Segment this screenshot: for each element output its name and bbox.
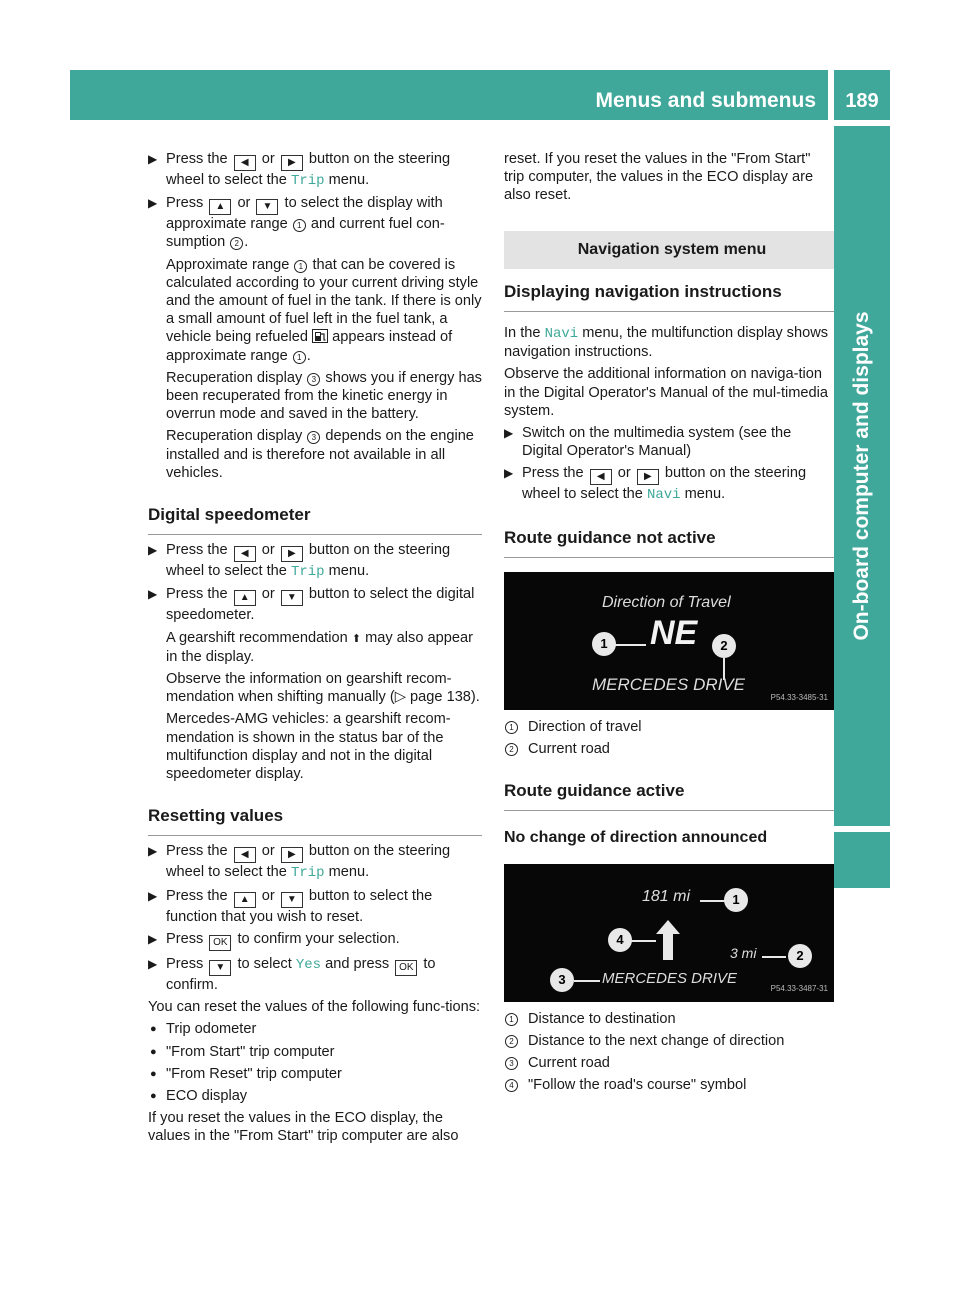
- menu-trip: Trip: [290, 865, 325, 882]
- menu-navi: Navi: [544, 326, 579, 343]
- down-key-icon: ▼: [209, 960, 231, 976]
- fuel-pump-icon: [312, 329, 328, 343]
- up-key-icon: ▲: [234, 892, 256, 908]
- callout-2-icon: 2: [505, 1035, 518, 1048]
- step: ▶ Press the ▲ or ▼ button to select the digital speedometer.: [148, 586, 475, 624]
- step: ▶ Switch on the multimedia system (see the Digital Operator's Manual): [504, 425, 792, 460]
- list-item: ● "From Start" trip computer: [150, 1043, 335, 1060]
- callout-1-icon: 1: [293, 219, 306, 232]
- option-yes: Yes: [295, 956, 322, 973]
- step: ▶ Press OK to confirm your selection.: [148, 930, 482, 951]
- section-heading-digital-speedometer: Digital speedometer: [148, 506, 482, 535]
- follow-road-arrow-icon: [656, 920, 680, 965]
- figure-direction-of-travel: [504, 572, 834, 710]
- fig-callout-1: 1: [592, 632, 616, 656]
- menu-navi: Navi: [646, 487, 681, 504]
- subheading-no-change: No change of direction announced: [504, 829, 768, 847]
- step: ▶ Press the ◀ or ▶ button on the steering wheel to select the Trip menu.: [148, 843, 451, 882]
- paragraph: A gearshift recommendation ⬆ may also appear in the display.: [166, 629, 473, 665]
- left-key-icon: ◀: [590, 469, 612, 485]
- menu-trip: Trip: [290, 173, 325, 189]
- step: ▶ Press ▼ to select Yes and press OK to confirm.: [148, 955, 436, 993]
- paragraph: You can reset the values of the following func-tions:: [148, 999, 481, 1016]
- callout-2-icon: 2: [505, 743, 518, 756]
- fig-callout-2: 2: [712, 634, 736, 658]
- paragraph: Recuperation display 3 depends on the engine installed and is therefore not available in all vehicles.: [166, 428, 474, 481]
- chapter-marker: [834, 832, 890, 888]
- down-key-icon: ▼: [256, 199, 278, 215]
- step-arrow-icon: ▶: [148, 956, 158, 971]
- bullet-icon: ●: [150, 1023, 157, 1036]
- callout-1-icon: 1: [505, 721, 518, 734]
- step: ▶ Press the ◀ or ▶ button on the steering wheel to select the Trip menu.: [148, 542, 451, 581]
- legend-item: 1 Distance to destination: [504, 1010, 834, 1028]
- callout-3-icon: 3: [307, 431, 320, 444]
- fig-direction: NE: [650, 613, 698, 652]
- bullet-icon: ●: [150, 1089, 157, 1102]
- step: ▶ Press the ▲ or ▼ button to select the function that you wish to reset.: [148, 887, 433, 925]
- right-key-icon: ▶: [281, 155, 303, 171]
- left-key-icon: ◀: [234, 546, 256, 562]
- legend-item: 2 Current road: [504, 740, 834, 758]
- page-header-title: Menus and submenus: [595, 89, 816, 112]
- ok-key-icon: OK: [395, 960, 417, 976]
- step: ▶ Press ▲ or ▼ to select the display with approximate range 1 and current fuel con-sumption 2 .: [148, 195, 445, 251]
- bullet-icon: ●: [150, 1045, 157, 1058]
- fig-callout-1: 1: [724, 888, 748, 912]
- fig-next-change: 3 mi: [730, 944, 757, 961]
- down-key-icon: ▼: [281, 892, 303, 908]
- callout-line: [630, 940, 656, 942]
- paragraph: Recuperation display 3 shows you if energy has been recuperated from the kinetic energy in overrun mode and saved in the battery.: [166, 369, 482, 423]
- step-arrow-icon: ▶: [504, 426, 514, 441]
- left-key-icon: ◀: [234, 155, 256, 171]
- list-item: ● "From Reset" trip computer: [150, 1065, 342, 1082]
- left-key-icon: ◀: [234, 847, 256, 863]
- fig-road: MERCEDES DRIVE: [592, 674, 746, 694]
- section-box-navigation-menu: Navigation system menu: [504, 231, 834, 269]
- step-arrow-icon: ▶: [148, 844, 158, 859]
- paragraph: Observe the information on gearshift recom-mendation when shifting manually (▷ page 138).: [166, 671, 480, 706]
- callout-1-icon: 1: [293, 351, 306, 364]
- fig-code: P54.33-3485-31: [770, 692, 828, 702]
- fig-callout-2: 2: [788, 944, 812, 968]
- left-column: [148, 150, 482, 1150]
- callout-line: [612, 644, 646, 646]
- step-arrow-icon: ▶: [148, 587, 158, 602]
- ok-key-icon: OK: [209, 935, 231, 951]
- callout-line: [762, 956, 786, 958]
- right-key-icon: ▶: [281, 546, 303, 562]
- callout-line: [574, 980, 600, 982]
- step: ▶ Press the ◀ or ▶ button on the steering wheel to select the Trip menu.: [148, 151, 451, 189]
- section-heading-navigation-instructions: Displaying navigation instructions: [504, 283, 834, 312]
- callout-3-icon: 3: [505, 1057, 518, 1070]
- callout-2-icon: 2: [230, 237, 243, 250]
- up-key-icon: ▲: [209, 199, 231, 215]
- step: ▶ Press the ◀ or ▶ button on the steering wheel to select the Navi menu.: [504, 465, 807, 504]
- section-heading-route-guidance-not-active: Route guidance not active: [504, 529, 834, 558]
- fig-callout-4: 4: [608, 928, 632, 952]
- legend-item: 3 Current road: [504, 1054, 834, 1072]
- step-arrow-icon: ▶: [148, 543, 158, 558]
- figure-route-guidance-active: [504, 864, 834, 1002]
- gearshift-up-icon: ⬆: [351, 632, 361, 645]
- section-heading-route-guidance-active: Route guidance active: [504, 782, 834, 811]
- fig-callout-3: 3: [550, 968, 574, 992]
- up-key-icon: ▲: [234, 590, 256, 606]
- right-key-icon: ▶: [637, 469, 659, 485]
- chapter-title: On-board computer and displays: [850, 311, 873, 641]
- step-arrow-icon: ▶: [148, 931, 158, 946]
- callout-3-icon: 3: [307, 373, 320, 386]
- paragraph: Observe the additional information on naviga-tion in the Digital Operator's Manual of the mul-timedia system.: [504, 366, 828, 419]
- paragraph: If you reset the values in the ECO display, the values in the "From Start" trip computer are also: [148, 1110, 459, 1145]
- page-number: 189: [834, 70, 890, 120]
- callout-1-icon: 1: [294, 260, 307, 273]
- fig-road: MERCEDES DRIVE: [602, 969, 738, 987]
- list-item: ● Trip odometer: [150, 1021, 257, 1038]
- callout-1-icon: 1: [505, 1013, 518, 1026]
- legend-item: 2 Distance to the next change of direction: [504, 1032, 834, 1050]
- down-key-icon: ▼: [281, 590, 303, 606]
- paragraph: In the Navi menu, the multifunction display shows navigation instructions.: [504, 325, 829, 361]
- fig-code: P54.33-3487-31: [770, 984, 828, 994]
- step-arrow-icon: ▶: [148, 888, 158, 903]
- paragraph: Approximate range 1 that can be covered is calculated according to your current driving style and the amount of fuel in the tank. If there is only a small amount of fuel left in the fuel tank, a vehicle being refueled appears instead of approximate range 1 .: [166, 256, 482, 364]
- right-key-icon: ▶: [281, 847, 303, 863]
- menu-trip: Trip: [290, 564, 325, 581]
- callout-4-icon: 4: [505, 1079, 518, 1092]
- step-arrow-icon: ▶: [148, 196, 158, 211]
- fig-distance: 181 mi: [642, 887, 691, 905]
- legend-item: 4 "Follow the road's course" symbol: [504, 1076, 834, 1094]
- section-heading-resetting-values: Resetting values: [148, 807, 482, 836]
- step-arrow-icon: ▶: [504, 466, 514, 481]
- paragraph: Mercedes-AMG vehicles: a gearshift recom-mendation is shown in the status bar of the multifunction display and not in the digital speedometer display.: [166, 711, 451, 783]
- step-arrow-icon: ▶: [148, 152, 158, 166]
- page-reference[interactable]: (▷ page 138).: [389, 689, 480, 706]
- right-column: [504, 150, 834, 1098]
- paragraph: reset. If you reset the values in the "From Start" trip computer, the values in the ECO display are also reset.: [504, 151, 814, 204]
- legend-item: 1 Direction of travel: [504, 718, 834, 736]
- list-item: ● ECO display: [150, 1087, 248, 1104]
- fig-title: Direction of Travel: [602, 593, 731, 611]
- bullet-icon: ●: [150, 1067, 157, 1080]
